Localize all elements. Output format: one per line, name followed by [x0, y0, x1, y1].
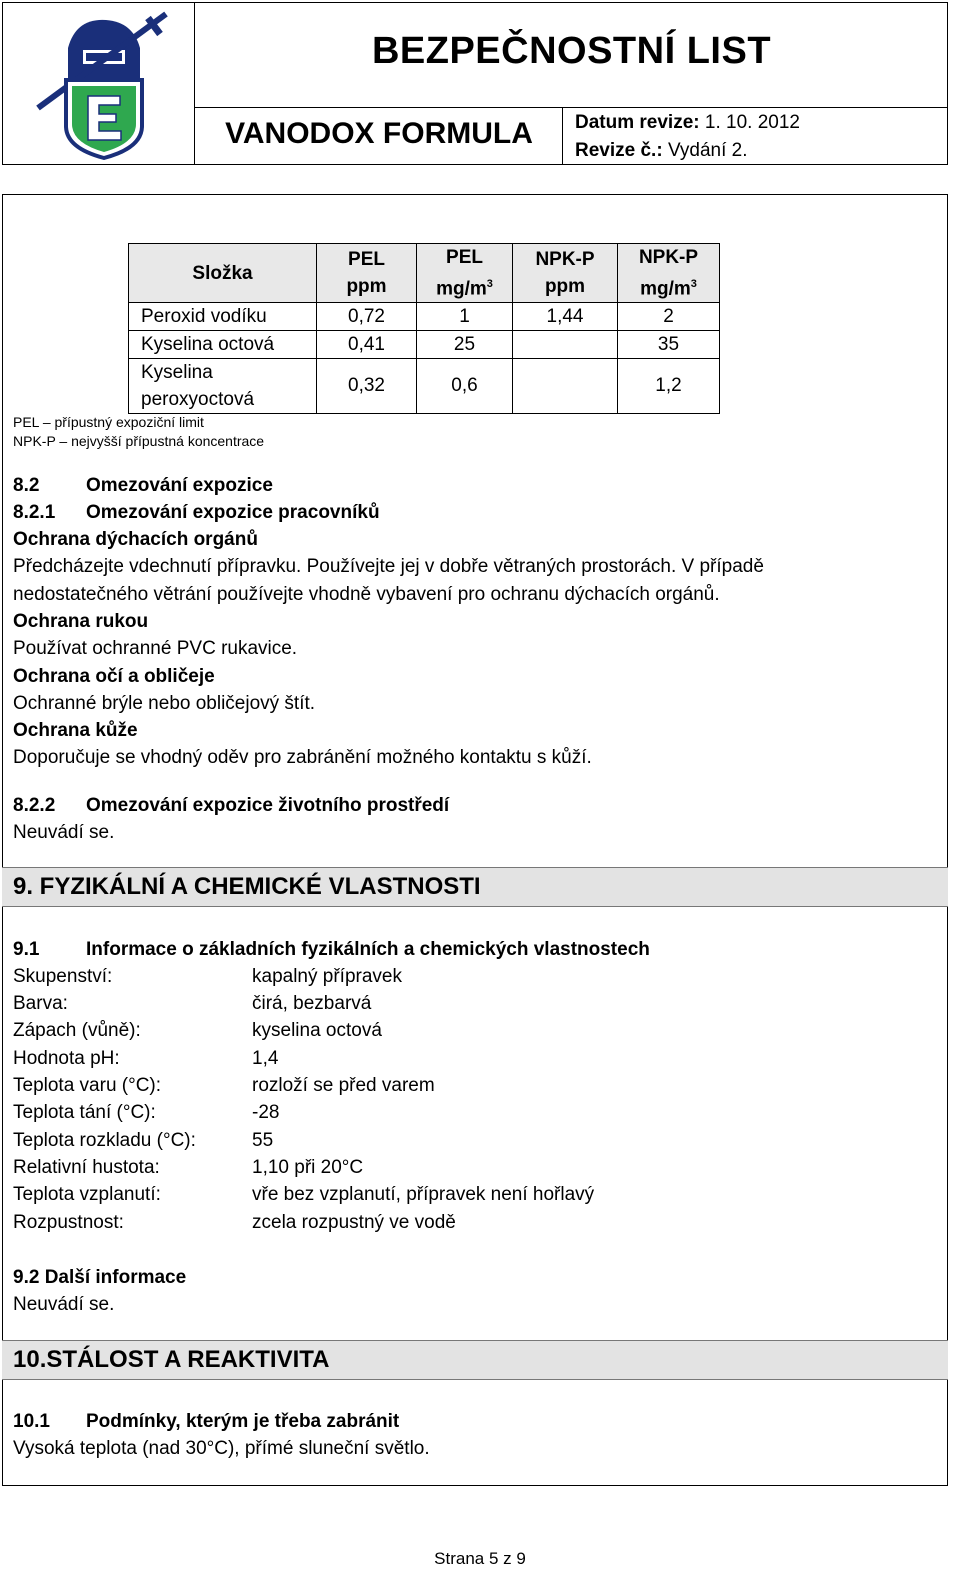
heading-9-1-number: 9.1: [13, 939, 40, 960]
property-label: Skupenství:: [13, 966, 113, 987]
property-value: 55: [252, 1130, 274, 1151]
property-value: kapalný přípravek: [252, 966, 402, 987]
npk-mg-value: 35: [618, 331, 720, 359]
revision-number-label: Revize č.:: [575, 140, 663, 161]
respiratory-line-2: nedostatečného větrání používejte vhodně vybavení pro ochranu dýchacích orgánů.: [13, 584, 720, 605]
document-title: BEZPEČNOSTNÍ LIST: [371, 30, 772, 72]
company-logo: [28, 8, 178, 160]
revision-date: [575, 112, 800, 134]
page-number: Strana 5 z 9: [434, 1549, 526, 1568]
heading-8-2: Omezování expozice: [86, 475, 273, 496]
header-cell-npk-ppm: NPK-P ppm: [513, 244, 618, 303]
heading-10-1-number: 10.1: [13, 1411, 50, 1432]
property-value: vře bez vzplanutí, přípravek není hořlavý: [252, 1184, 595, 1205]
npk-mg-value: 2: [618, 303, 720, 331]
property-value: čirá, bezbarvá: [252, 993, 372, 1014]
exposure-limits-table: [128, 243, 720, 414]
property-label: Hodnota pH:: [13, 1048, 120, 1069]
property-label: Rozpustnost:: [13, 1212, 124, 1233]
pel-mg-value: 25: [417, 331, 513, 359]
property-label: Teplota varu (°C):: [13, 1075, 162, 1096]
heading-8-2-1-number: 8.2.1: [13, 502, 56, 523]
pel-ppm-value: 0,72: [317, 303, 417, 331]
npk-ppm-value: [513, 331, 618, 359]
component-name: Peroxid vodíku: [129, 303, 317, 331]
revision-date-label: Datum revize:: [575, 112, 700, 133]
product-name: VANODOX FORMULA: [225, 117, 533, 150]
heading-9-1: Informace o základních fyzikálních a chemických vlastnostech: [86, 939, 650, 960]
table-row: [129, 303, 720, 331]
property-label: Teplota rozkladu (°C):: [13, 1130, 196, 1151]
pel-mg-value: 0,6: [417, 359, 513, 414]
pel-ppm-value: 0,32: [317, 359, 417, 414]
property-label: Barva:: [13, 993, 68, 1014]
legend-npk: NPK-P – nejvyšší přípustná koncentrace: [13, 433, 265, 449]
revision-number-value: Vydání 2.: [667, 140, 748, 161]
heading-8-2-number: 8.2: [13, 475, 40, 496]
respiratory-title: Ochrana dýchacích orgánů: [13, 529, 258, 550]
property-label: Teplota tání (°C):: [13, 1102, 156, 1123]
hands-title: Ochrana rukou: [13, 611, 149, 632]
npk-mg-value: 1,2: [618, 359, 720, 414]
skin-title: Ochrana kůže: [13, 720, 138, 741]
header-cell-pel-mg: PEL $mg/m^3$: [417, 244, 513, 303]
eyes-title: Ochrana očí a obličeje: [13, 666, 215, 687]
environment-text: Neuvádí se.: [13, 822, 115, 843]
property-value: rozloží se před varem: [252, 1075, 435, 1096]
component-name: Kyselina peroxyoctová: [129, 359, 317, 414]
header-cell-pel-ppm: PEL ppm: [317, 244, 417, 303]
conditions-text: Vysoká teplota (nad 30°C), přímé sluneční světlo.: [13, 1438, 430, 1459]
property-value: kyselina octová: [252, 1020, 382, 1041]
revision-number: [575, 140, 748, 162]
header-cell-component: Složka: [129, 244, 317, 303]
respiratory-line-1: Předcházejte vdechnutí přípravku. Používejte jej v dobře větraných prostorách. V případě: [13, 556, 764, 577]
npk-ppm-value: 1,44: [513, 303, 618, 331]
property-value: -28: [252, 1102, 280, 1123]
component-name: Kyselina octová: [129, 331, 317, 359]
section-10-title: 10.STÁLOST A REAKTIVITA: [13, 1346, 330, 1373]
revision-date-value: 1. 10. 2012: [704, 112, 800, 133]
property-label: Relativní hustota:: [13, 1157, 160, 1178]
property-value: 1,10 při 20°C: [252, 1157, 364, 1178]
heading-9-2: 9.2 Další informace: [13, 1267, 187, 1288]
pel-mg-value: 1: [417, 303, 513, 331]
table-row: [129, 359, 720, 414]
hands-text: Používat ochranné PVC rukavice.: [13, 638, 298, 659]
table-header-row: [129, 244, 720, 303]
heading-10-1: Podmínky, kterým je třeba zabránit: [86, 1411, 400, 1432]
legend-pel: PEL – přípustný expoziční limit: [13, 414, 204, 430]
pel-ppm-value: 0,41: [317, 331, 417, 359]
skin-text: Doporučuje se vhodný oděv pro zabránění možného kontaktu s kůží.: [13, 747, 592, 768]
property-value: 1,4: [252, 1048, 279, 1069]
eyes-text: Ochranné brýle nebo obličejový štít.: [13, 693, 316, 714]
property-label: Teplota vzplanutí:: [13, 1184, 161, 1205]
heading-8-2-2: Omezování expozice životního prostředí: [86, 795, 450, 816]
property-value: zcela rozpustný ve vodě: [252, 1212, 456, 1233]
heading-8-2-1: Omezování expozice pracovníků: [86, 502, 380, 523]
property-label: Zápach (vůně):: [13, 1020, 141, 1041]
other-info-text: Neuvádí se.: [13, 1294, 115, 1315]
section-9-title: 9. FYZIKÁLNÍ A CHEMICKÉ VLASTNOSTI: [13, 873, 481, 900]
header-cell-npk-mg: NPK-P $mg/m^3$: [618, 244, 720, 303]
heading-8-2-2-number: 8.2.2: [13, 795, 56, 816]
npk-ppm-value: [513, 359, 618, 414]
table-row: [129, 331, 720, 359]
